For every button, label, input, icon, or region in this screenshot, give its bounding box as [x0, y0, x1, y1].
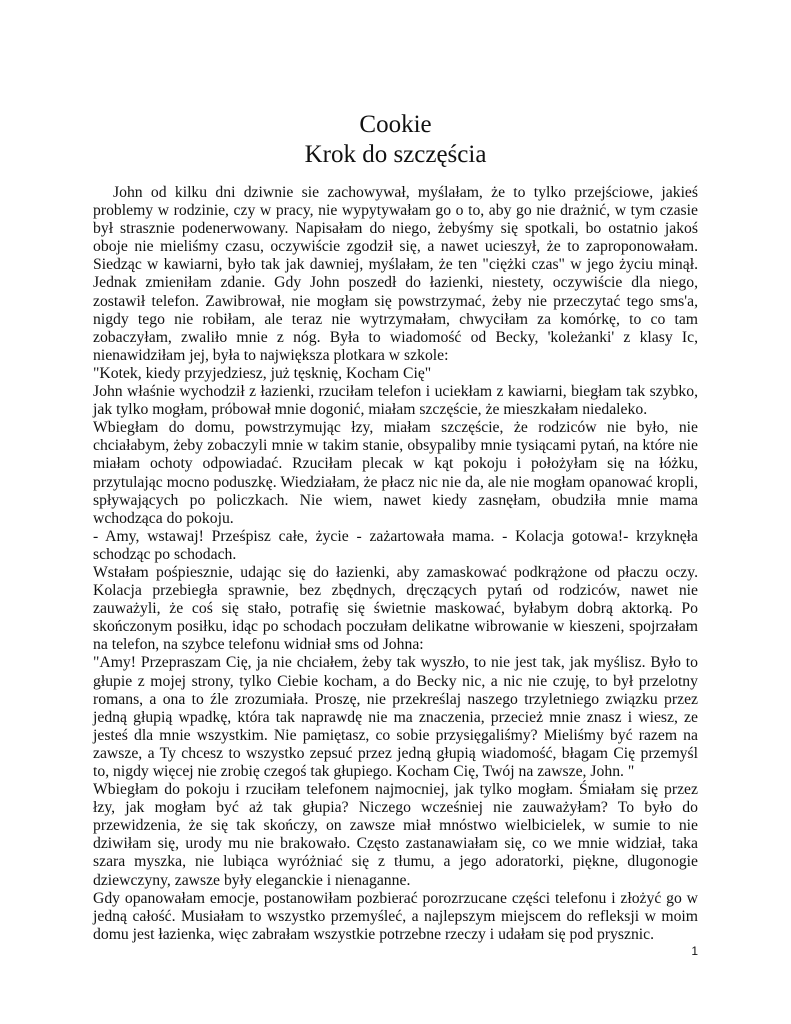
document-title: Cookie — [359, 111, 432, 138]
paragraph: "Amy! Przepraszam Cię, ja nie chciałem, żeby tak wyszło, to nie jest tak, jak myślisz. Było to głupie z mojej strony, tylko Ciebie kocham, a do Becky nic, a nic nie czuję, to był przelotny romans, a ona to źle zrozumiała. Proszę, nie przekreślaj naszego trzyletniego związku przez jedną głupią wpadkę, która tak naprawdę nie ma znaczenia, przecież mnie znasz i wiesz, ze jesteś dla mnie wszystkim. Nie pamiętasz, co sobie przysięgaliśmy? Mieliśmy być razem na zawsze, a Ty chcesz to wszystko zepsuć przez jedną głupią wiadomość, błagam Cię przemyśl to, nigdy więcej nie zrobię czegoś tak głupiego. Kocham Cię, Twój na zawsze, John. " — [93, 654, 698, 780]
paragraph: Wstałam pośpiesznie, udając się do łazienki, aby zamaskować podkrążone od płaczu oczy. Kolacja przebiegła sprawnie, bez zbędnych, dręczących pytań od rodziców, nawet nie zauważyli, że coś się stało, potrafię się świetnie maskować, byłabym dobrą aktorką. Po skończonym posiłku, idąc po schodach poczułam delikatne wibrowanie w kieszeni, spojrzałam na telefon, na szybce telefonu widniał sms od Johna: — [93, 563, 698, 654]
body-text — [93, 184, 698, 944]
paragraph: Gdy opanowałam emocje, postanowiłam pozbierać porozrzucane części telefonu i złożyć go w jedną całość. Musiałam to wszystko przemyśleć, a najlepszym miejscem do refleksji w moim domu jest łazienka, więc zabrałam wszystkie potrzebne rzeczy i udałam się pod prysznic. — [93, 889, 698, 943]
paragraph: John właśnie wychodził z łazienki, rzuciłam telefon i uciekłam z kawiarni, biegłam tak szybko, jak tylko mogłam, próbował mnie dogonić, miałam szczęście, że mieszkałam niedaleko. — [93, 383, 698, 419]
paragraph: Wbiegłam do domu, powstrzymując łzy, miałam szczęście, że rodziców nie było, nie chciałabym, żeby zobaczyli mnie w takim stanie, obsypaliby mnie tysiącami pytań, na które nie miałam ochoty odpowiadać. Rzuciłam plecak w kąt pokoju i położyłam się na łóżku, przytulając mocno poduszkę. Wiedziałam, że płacz nic nie da, ale nie mogłam opanować kropli, spływających po policzkach. Nie wiem, nawet kiedy zasnęłam, obudziła mnie mama wchodząca do pokoju. — [93, 419, 698, 527]
title-block — [0, 110, 791, 170]
paragraph: John od kilku dni dziwnie sie zachowywał, myślałam, że to tylko przejściowe, jakieś problemy w rodzinie, czy w pracy, nie wypytywałam go o to, aby go nie drażnić, w tym czasie był strasznie podenerwowany. Napisałam do niego, żebyśmy się spotkali, bo ostatnio jakoś oboje nie mieliśmy czasu, oczywiście zgodził się, a nawet ucieszył, że to zaproponowałam. Siedząc w kawiarni, było tak jak dawniej, myślałam, że ten "ciężki czas" w jego życiu minął. Jednak zmieniłam zdanie. Gdy John poszedł do łazienki, niestety, oczywiście dla niego, zostawił telefon. Zawibrował, nie mogłam się powstrzymać, żeby nie przeczytać tego sms'a, nigdy tego nie robiłam, ale teraz nie wytrzymałam, chwyciłam za komórkę, to co tam zobaczyłam, zwaliło mnie z nóg. Była to wiadomość od Becky, 'koleżanki' z klasy Ic, nienawidziłam jej, była to największa plotkara w szkole: — [93, 184, 698, 364]
paragraph: - Amy, wstawaj! Prześpisz całe, życie - zażartowała mama. - Kolacja gotowa!- krzyknęła schodząc po schodach. — [93, 527, 698, 563]
paragraph: "Kotek, kiedy przyjedziesz, już tęsknię, Kocham Cię" — [93, 364, 432, 382]
document-subtitle: Krok do szczęścia — [304, 141, 487, 168]
paragraph: Wbiegłam do pokoju i rzuciłam telefonem najmocniej, jak tylko mogłam. Śmiałam się przez łzy, jak mogłam być aż tak głupia? Niczego wcześniej nie zauważyłam? To było do przewidzenia, że się tak skończy, on zawsze miał mnóstwo wielbicielek, w sumie to nie dziwiłam się, urody mu nie brakowało. Często zastanawiałam się, co we mnie widział, taka szara myszka, nie lubiąca wyróżniać się z tłumu, a jego adoratorki, piękne, dlugonogie dziewczyny, zawsze były eleganckie i nienaganne. — [93, 781, 698, 889]
page-number: 1 — [691, 944, 698, 958]
